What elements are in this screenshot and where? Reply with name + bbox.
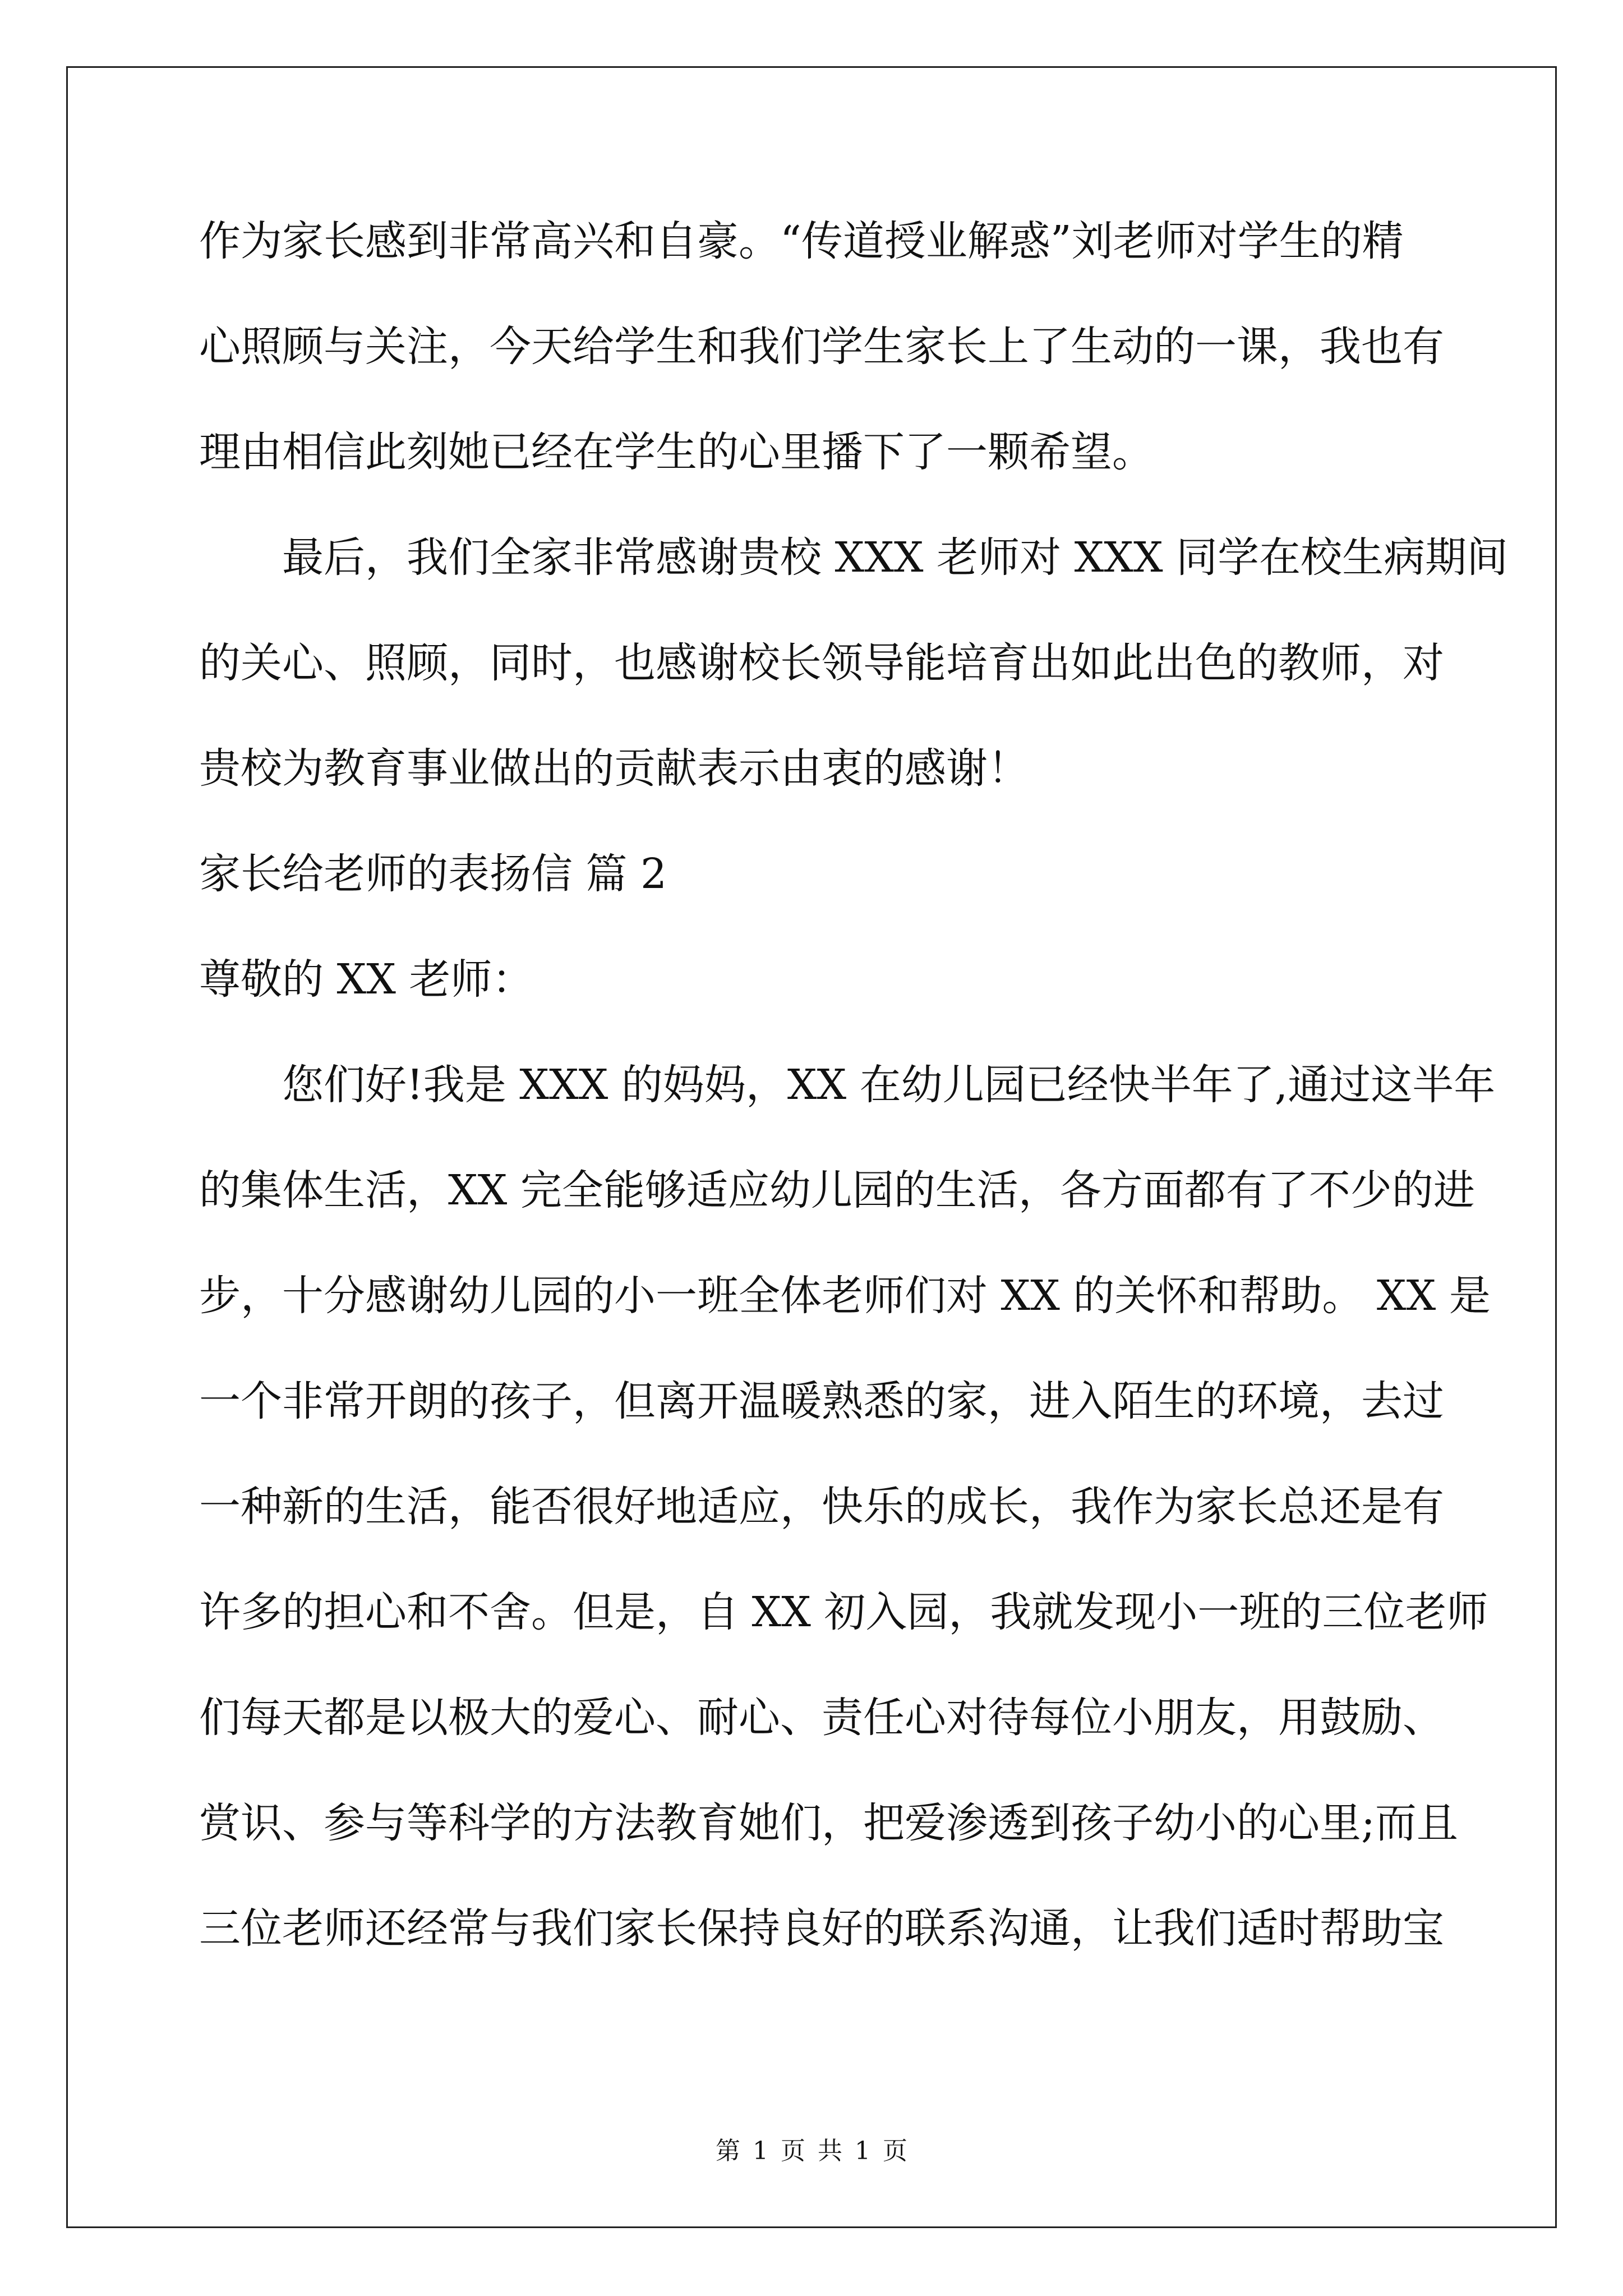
paragraph-line: 一种新的生活，能否很好地适应，快乐的成长，我作为家长总还是有 xyxy=(199,1483,1444,1531)
paragraph-line: 理由相信此刻她已经在学生的心里播下了一颗希望。 xyxy=(199,428,1154,476)
paragraph-line: 作为家长感到非常高兴和自豪。“传道授业解惑”刘老师对学生的精 xyxy=(199,217,1404,265)
paragraph-line: 许多的担心和不舍。但是，自 XX 初入园，我就发现小一班的三位老师 xyxy=(199,1588,1488,1636)
paragraph-line: 贵校为教育事业做出的贡献表示由衷的感谢！ xyxy=(199,744,1029,793)
paragraph-line: 步，十分感谢幼儿园的小一班全体老师们对 XX 的关怀和帮助。 XX 是 xyxy=(199,1272,1491,1320)
paragraph-line: 们每天都是以极大的爱心、耐心、责任心对待每位小朋友，用鼓励、 xyxy=(199,1694,1444,1742)
section-heading: 家长给老师的表扬信 篇 2 xyxy=(199,850,667,898)
page-footer: 第 1 页 共 1 页 xyxy=(716,2137,907,2165)
paragraph-line: 一个非常开朗的孩子，但离开温暖熟悉的家，进入陌生的环境，去过 xyxy=(199,1377,1444,1425)
paragraph-line: 的关心、照顾，同时，也感谢校长领导能培育出如此出色的教师，对 xyxy=(199,639,1444,687)
paragraph-line: 赏识、参与等科学的方法教育她们，把爱渗透到孩子幼小的心里;而且 xyxy=(199,1799,1458,1847)
paragraph-line: 您们好!我是 XXX 的妈妈，XX 在幼儿园已经快半年了,通过这半年 xyxy=(282,1061,1496,1109)
paragraph-line: 三位老师还经常与我们家长保持良好的联系沟通，让我们适时帮助宝 xyxy=(199,1904,1444,1953)
document-body xyxy=(199,208,1509,2000)
paragraph-line: 最后，我们全家非常感谢贵校 XXX 老师对 XXX 同学在校生病期间 xyxy=(282,533,1509,582)
paragraph-line: 心照顾与关注，今天给学生和我们学生家长上了生动的一课，我也有 xyxy=(199,323,1444,371)
salutation: 尊敬的 XX 老师： xyxy=(199,955,534,1004)
paragraph-line: 的集体生活，XX 完全能够适应幼儿园的生活，各方面都有了不少的进 xyxy=(199,1166,1475,1214)
